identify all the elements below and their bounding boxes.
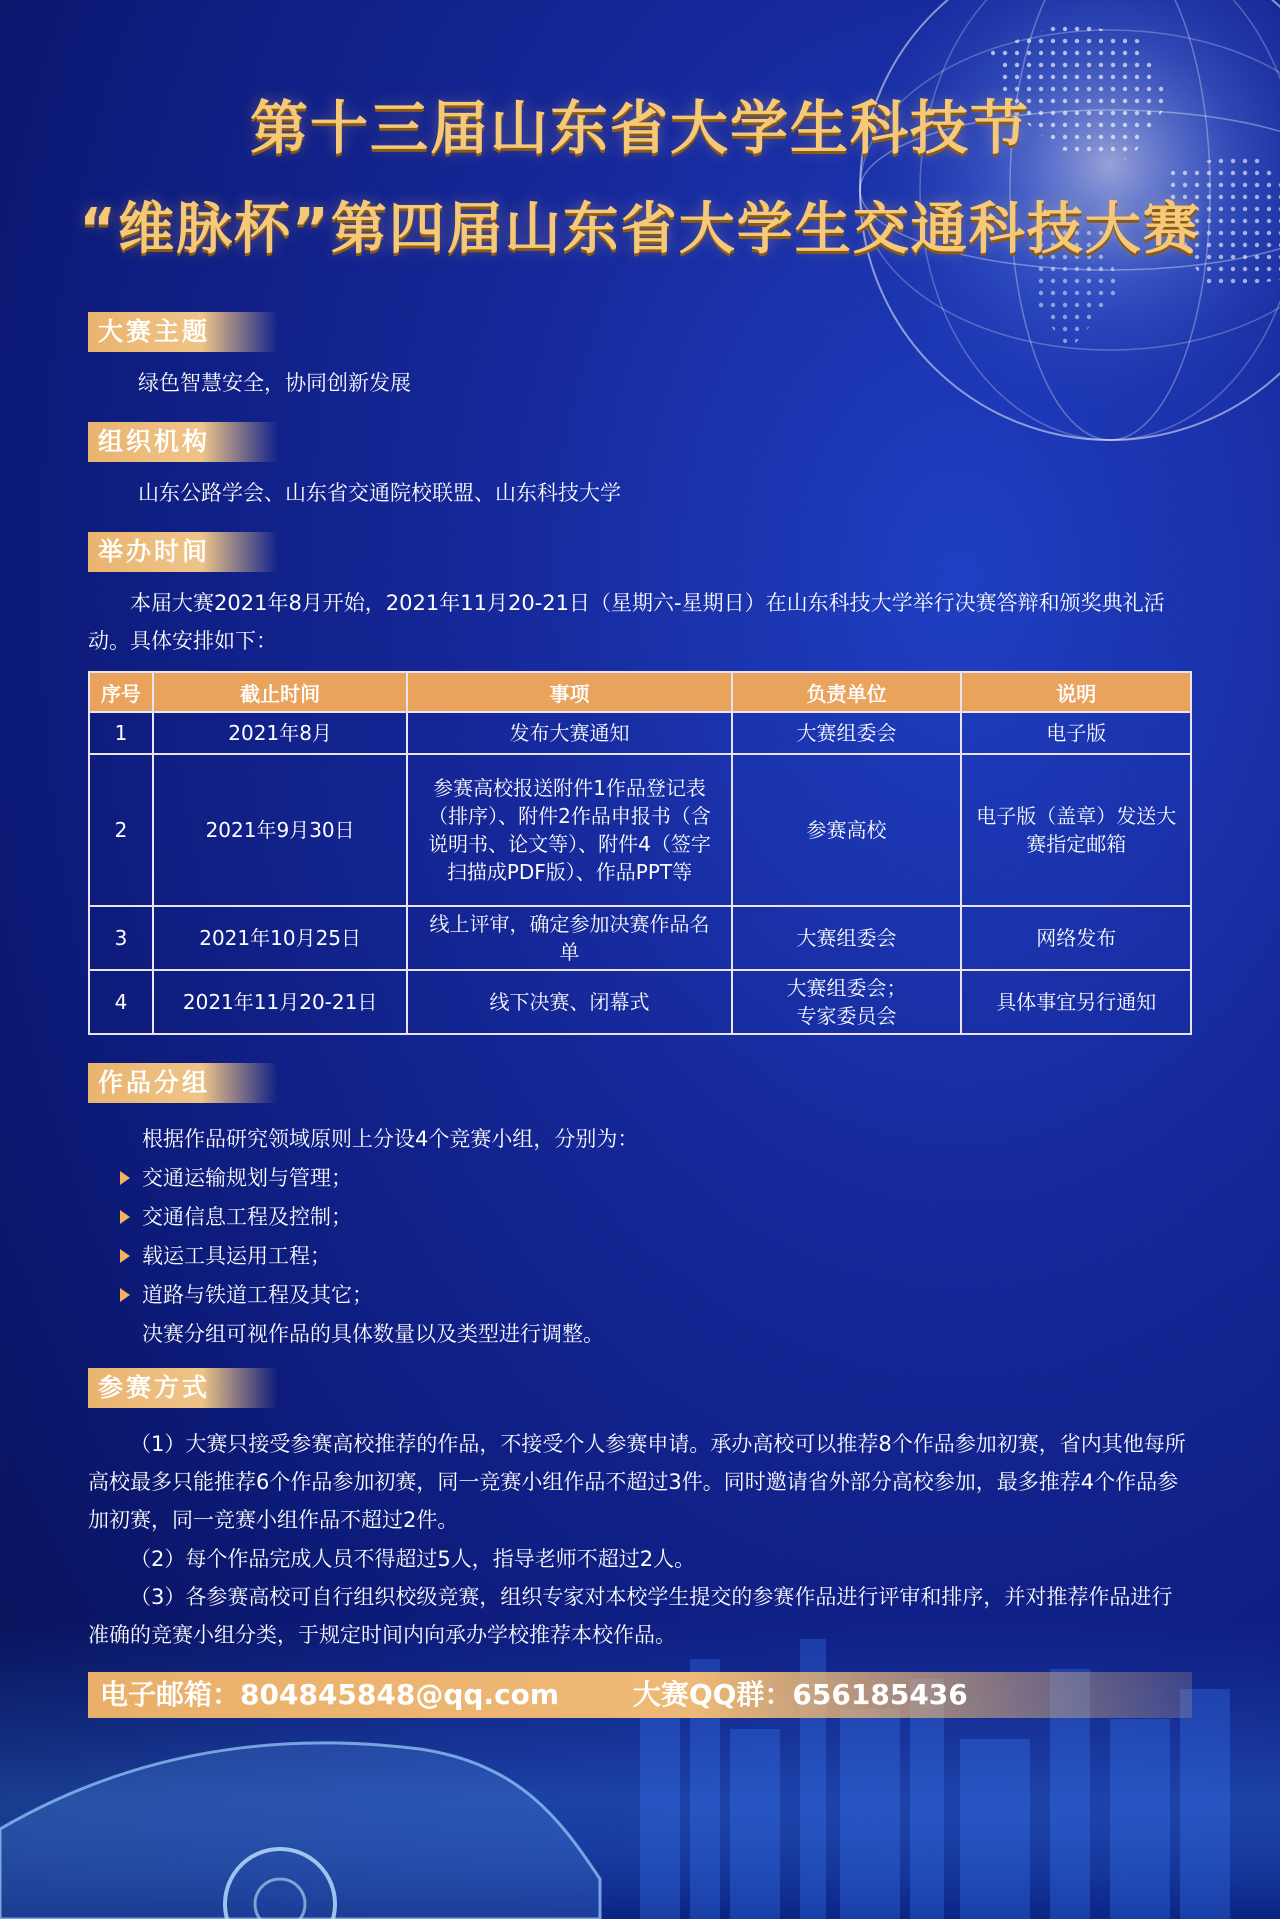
time-text: 本届大赛2021年8月开始，2021年11月20-21日（星期六-星期日）在山东科技大学举行决赛答辩和颁奖典礼活动。具体安排如下： [88, 591, 1165, 653]
title-line-1: 第十三届山东省大学生科技节 [249, 94, 1030, 162]
table-cell: 大赛组委会 [732, 712, 962, 754]
table-cell: 2021年8月 [153, 712, 407, 754]
method-paragraph-3: （3）各参赛高校可自行组织校级竞赛，组织专家对本校学生提交的参赛作品进行评审和排序，并对推荐作品进行准确的竞赛小组分类，于规定时间内向承办学校推荐本校作品。 [88, 1585, 1173, 1647]
table-row [89, 712, 1191, 754]
list-item-text: 交通信息工程及控制； [142, 1205, 352, 1229]
section-groups-label: 作品分组 [88, 1063, 278, 1103]
table-cell: 线上评审，确定参加决赛作品名单 [407, 906, 731, 970]
org-text: 山东公路学会、山东省交通院校联盟、山东科技大学 [138, 481, 621, 505]
list-item-text: 道路与铁道工程及其它； [142, 1283, 373, 1307]
contact-qq-group: 大赛QQ群：656185436 [632, 1678, 968, 1711]
groups-note: 决赛分组可视作品的具体数量以及类型进行调整。 [142, 1322, 604, 1346]
schedule-table [88, 671, 1192, 1035]
groups-list [118, 1120, 638, 1354]
header-cell: 序号 [89, 672, 153, 712]
triangle-right-icon [120, 1210, 130, 1224]
table-header-row [89, 672, 1191, 712]
section-time-label: 举办时间 [88, 532, 278, 572]
table-cell: 1 [89, 712, 153, 754]
table-cell: 线下决赛、闭幕式 [407, 970, 731, 1034]
table-row [89, 906, 1191, 970]
section-method-label: 参赛方式 [88, 1368, 278, 1408]
triangle-right-icon [120, 1171, 130, 1185]
theme-text: 绿色智慧安全，协同创新发展 [138, 371, 411, 395]
header-cell: 说明 [961, 672, 1191, 712]
header-cell: 事项 [407, 672, 731, 712]
table-cell: 发布大赛通知 [407, 712, 731, 754]
table-cell: 参赛高校报送附件1作品登记表（排序）、附件2作品申报书（含说明书、论文等）、附件4（签字扫描成PDF版）、作品PPT等 [407, 754, 731, 906]
table-cell: 2021年9月30日 [153, 754, 407, 906]
table-cell: 电子版（盖章）发送大赛指定邮箱 [961, 754, 1191, 906]
table-cell: 2021年11月20-21日 [153, 970, 407, 1034]
header-cell: 截止时间 [153, 672, 407, 712]
table-cell: 3 [89, 906, 153, 970]
triangle-right-icon [120, 1249, 130, 1263]
list-item [118, 1159, 638, 1198]
section-theme-label: 大赛主题 [88, 312, 278, 352]
table-cell: 网络发布 [961, 906, 1191, 970]
section-org-label: 组织机构 [88, 422, 278, 462]
table-cell: 大赛组委会 [732, 906, 962, 970]
method-paragraph-1: （1）大赛只接受参赛高校推荐的作品，不接受个人参赛申请。承办高校可以推荐8个作品参加初赛，省内其他每所高校最多只能推荐6个作品参加初赛，同一竞赛小组作品不超过3件。同时邀请省外部分高校参加，最多推荐4个作品参加初赛，同一竞赛小组作品不超过2件。 [88, 1432, 1186, 1532]
table-cell: 电子版 [961, 712, 1191, 754]
header-cell: 负责单位 [732, 672, 962, 712]
poster-title [0, 88, 1280, 270]
title-line-2: “维脉杯”第四届山东省大学生交通科技大赛 [79, 197, 1201, 262]
contact-bar [88, 1672, 1192, 1718]
table-cell: 2 [89, 754, 153, 906]
list-item [118, 1276, 638, 1315]
contact-email: 电子邮箱：804845848@qq.com [100, 1678, 560, 1711]
table-row [89, 754, 1191, 906]
table-cell: 参赛高校 [732, 754, 962, 906]
table-cell: 大赛组委会；专家委员会 [732, 970, 962, 1034]
table-cell: 具体事宜另行通知 [961, 970, 1191, 1034]
table-cell: 4 [89, 970, 153, 1034]
table-row [89, 970, 1191, 1034]
method-paragraph-2: （2）每个作品完成人员不得超过5人，指导老师不超过2人。 [130, 1547, 696, 1571]
list-item [118, 1198, 638, 1237]
table-cell: 2021年10月25日 [153, 906, 407, 970]
list-item [118, 1237, 638, 1276]
triangle-right-icon [120, 1288, 130, 1302]
list-item-text: 交通运输规划与管理； [142, 1166, 352, 1190]
groups-intro: 根据作品研究领域原则上分设4个竞赛小组，分别为： [142, 1127, 639, 1151]
list-item-text: 载运工具运用工程； [142, 1244, 331, 1268]
